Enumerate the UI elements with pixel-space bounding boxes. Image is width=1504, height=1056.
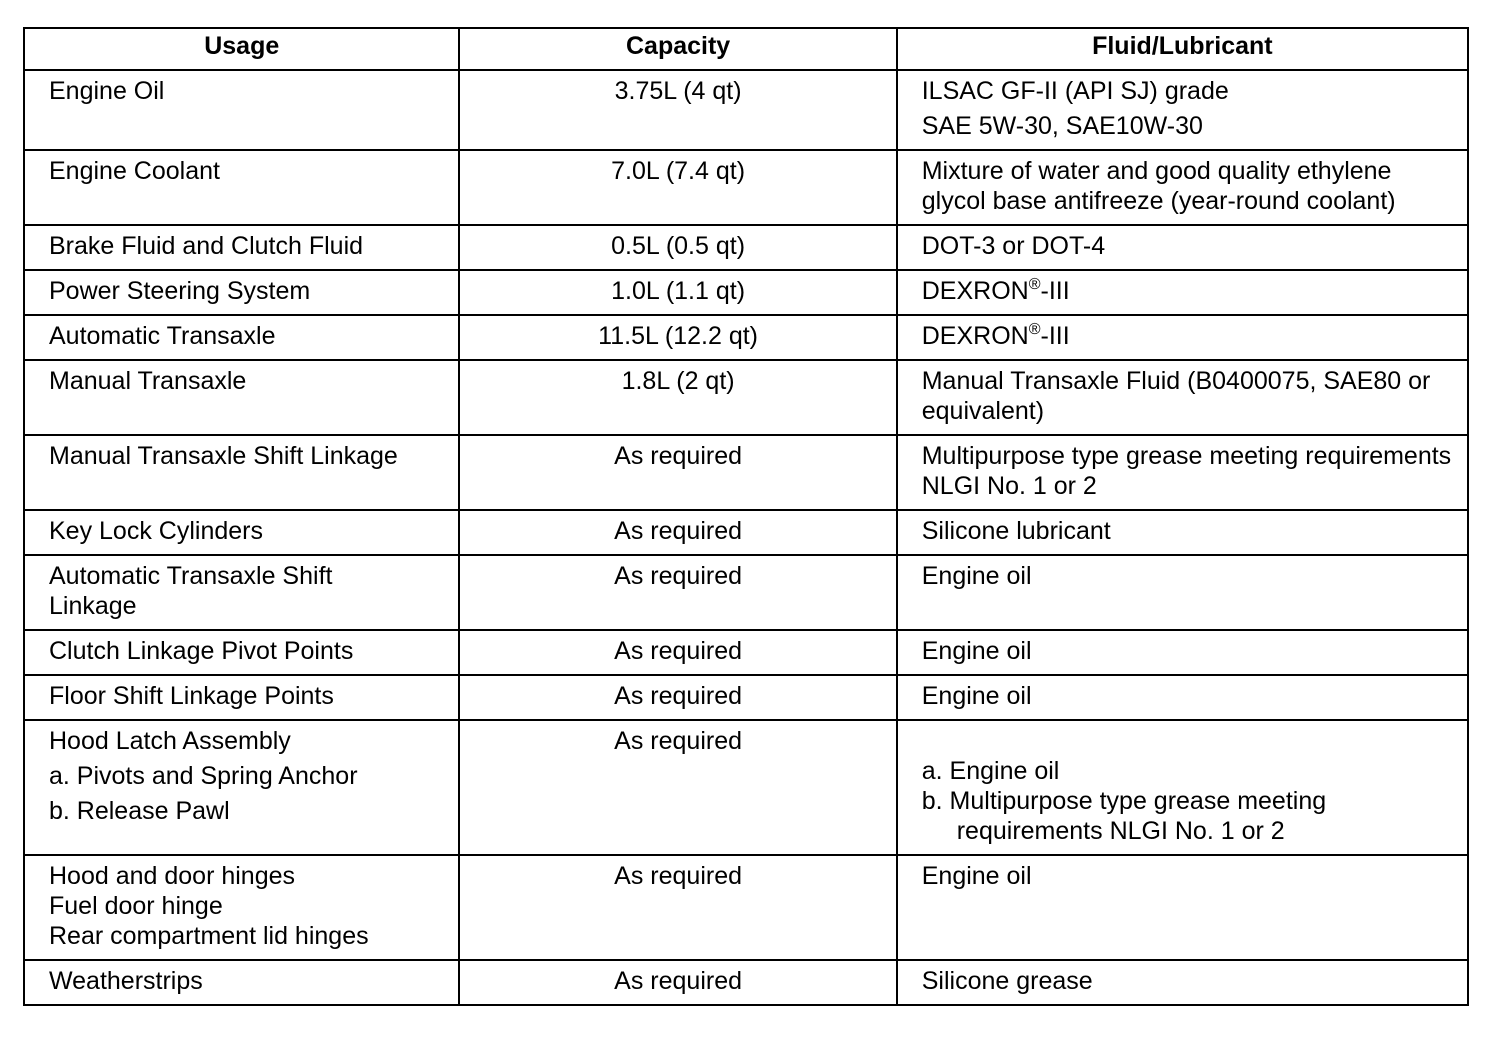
fluid-name: DEXRON (921, 277, 1029, 305)
usage-text: Fuel door hinge (49, 892, 223, 920)
registered-mark: ® (1028, 276, 1041, 293)
usage-cell (24, 555, 459, 630)
usage-cell (24, 960, 459, 1005)
fluid-text: Silicone lubricant (921, 517, 1111, 545)
usage-cell (24, 225, 459, 270)
fluid-cell (897, 360, 1468, 435)
usage-cell (24, 630, 459, 675)
usage-cell (24, 360, 459, 435)
header-row (24, 28, 1468, 70)
table-row (24, 225, 1468, 270)
table-row (24, 435, 1468, 510)
usage-text: Engine Coolant (49, 157, 220, 185)
fluid-subitem: b. Multipurpose type grease meeting requirements NLGI No. 1 or 2 (921, 787, 1327, 845)
capacity-cell: As required (459, 960, 896, 1005)
capacity-cell: As required (459, 675, 896, 720)
fluid-cell (897, 270, 1468, 315)
usage-text: Brake Fluid and Clutch Fluid (49, 232, 364, 260)
fluid-suffix: -III (1040, 322, 1070, 350)
fluid-text: Mixture of water and good quality ethylene glycol base antifreeze (year-round coolant) (921, 157, 1396, 215)
capacity-cell: 7.0L (7.4 qt) (459, 150, 896, 225)
usage-subitem: b. Release Pawl (49, 797, 230, 825)
fluid-text: Engine oil (921, 562, 1032, 590)
capacity-cell: 1.0L (1.1 qt) (459, 270, 896, 315)
fluid-name: DEXRON (921, 322, 1029, 350)
usage-text: Automatic Transaxle Shift Linkage (49, 562, 333, 620)
fluid-cell (897, 315, 1468, 360)
fluid-text: Manual Transaxle Fluid (B0400075, SAE80 or equivalent) (921, 367, 1431, 425)
capacity-cell: As required (459, 510, 896, 555)
fluid-cell (897, 150, 1468, 225)
table-row (24, 855, 1468, 960)
table-row (24, 150, 1468, 225)
fluid-cell (897, 70, 1468, 150)
table-row (24, 510, 1468, 555)
capacity-cell: 3.75L (4 qt) (459, 70, 896, 150)
fluid-text: Engine oil (921, 682, 1032, 710)
fluid-cell (897, 855, 1468, 960)
table-row (24, 270, 1468, 315)
registered-mark: ® (1028, 321, 1041, 338)
usage-cell (24, 315, 459, 360)
fluid-cell (897, 720, 1468, 855)
fluid-text: SAE 5W-30, SAE10W-30 (921, 112, 1203, 140)
usage-subitem: a. Pivots and Spring Anchor (49, 762, 358, 790)
header-usage: Usage (24, 28, 459, 70)
usage-text: Hood Latch Assembly (49, 727, 291, 755)
fluid-text: Engine oil (921, 862, 1032, 890)
usage-text: Manual Transaxle Shift Linkage (49, 442, 398, 470)
fluid-text: Silicone grease (921, 967, 1093, 995)
fluid-cell (897, 435, 1468, 510)
header-fluid: Fluid/Lubricant (897, 28, 1468, 70)
header-capacity: Capacity (459, 28, 896, 70)
usage-text: Key Lock Cylinders (49, 517, 263, 545)
fluid-cell (897, 225, 1468, 270)
usage-cell (24, 855, 459, 960)
table-row (24, 360, 1468, 435)
capacity-cell: As required (459, 630, 896, 675)
capacity-cell: As required (459, 855, 896, 960)
fluid-text: ILSAC GF-II (API SJ) grade (921, 77, 1229, 105)
capacity-cell: As required (459, 720, 896, 855)
usage-cell (24, 675, 459, 720)
fluid-subitem: a. Engine oil (921, 757, 1060, 785)
fluid-cell (897, 630, 1468, 675)
usage-text: Automatic Transaxle (49, 322, 276, 350)
fluid-cell (897, 675, 1468, 720)
fluid-lubricant-table (23, 27, 1469, 1006)
capacity-cell: As required (459, 435, 896, 510)
table-row (24, 630, 1468, 675)
usage-text: Clutch Linkage Pivot Points (49, 637, 354, 665)
table-row (24, 315, 1468, 360)
table-row (24, 960, 1468, 1005)
usage-cell (24, 270, 459, 315)
usage-text: Weatherstrips (49, 967, 203, 995)
usage-cell (24, 150, 459, 225)
usage-text: Manual Transaxle (49, 367, 247, 395)
table-row (24, 675, 1468, 720)
usage-text: Engine Oil (49, 77, 165, 105)
fluid-cell (897, 960, 1468, 1005)
usage-cell (24, 510, 459, 555)
usage-cell (24, 70, 459, 150)
fluid-text: Multipurpose type grease meeting requirements NLGI No. 1 or 2 (921, 442, 1452, 500)
capacity-cell: 11.5L (12.2 qt) (459, 315, 896, 360)
capacity-cell: 1.8L (2 qt) (459, 360, 896, 435)
table-row (24, 720, 1468, 855)
table-row (24, 555, 1468, 630)
usage-text: Power Steering System (49, 277, 311, 305)
spacer (922, 726, 1459, 756)
usage-text: Rear compartment lid hinges (49, 922, 369, 950)
usage-text: Floor Shift Linkage Points (49, 682, 334, 710)
fluid-text: DOT-3 or DOT-4 (921, 232, 1106, 260)
fluid-suffix: -III (1040, 277, 1070, 305)
capacity-cell: 0.5L (0.5 qt) (459, 225, 896, 270)
fluid-text (922, 276, 1459, 306)
fluid-text: Engine oil (921, 637, 1032, 665)
usage-text: Hood and door hinges (49, 862, 296, 890)
capacity-cell: As required (459, 555, 896, 630)
fluid-text (922, 321, 1459, 351)
fluid-cell (897, 510, 1468, 555)
table-row (24, 70, 1468, 150)
usage-cell (24, 720, 459, 855)
usage-cell (24, 435, 459, 510)
fluid-cell (897, 555, 1468, 630)
